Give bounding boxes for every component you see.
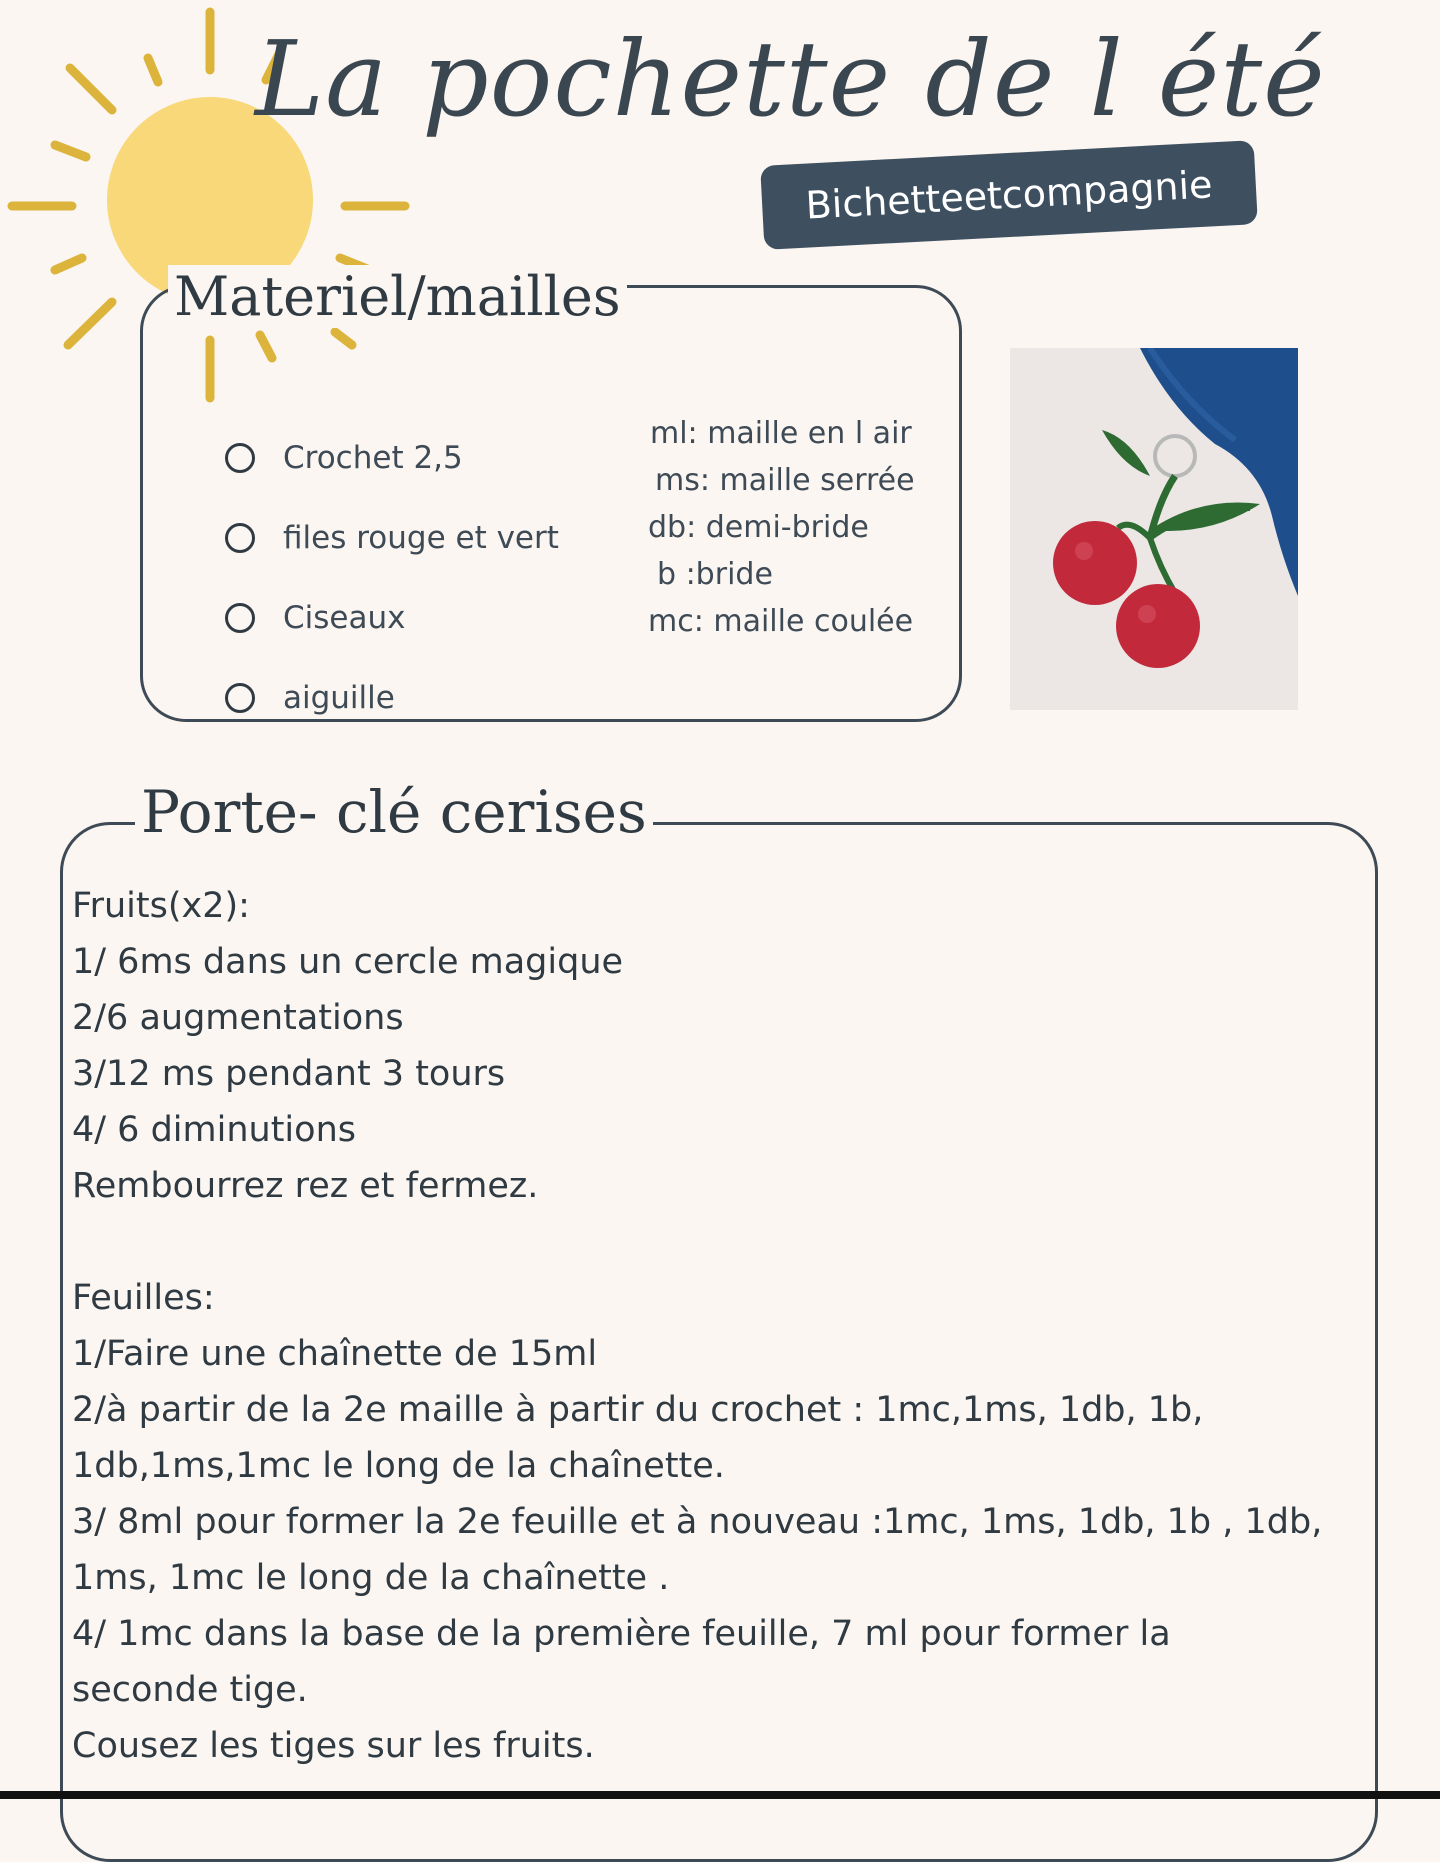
instruction-line: 3/ 8ml pour former la 2e feuille et à nouveau :1mc, 1ms, 1db, 1b , 1db, — [72, 1502, 1323, 1542]
abbreviation: ms: maille serrée — [655, 463, 915, 498]
materials-heading: Materiel/mailles — [168, 265, 627, 328]
material-label: Crochet 2,5 — [283, 440, 463, 476]
list-item — [225, 498, 559, 578]
spacer — [72, 1214, 1352, 1270]
instruction-line: 2/à partir de la 2e maille à partir du crochet : 1mc,1ms, 1db, 1b, — [72, 1390, 1204, 1430]
material-label: aiguille — [283, 680, 395, 716]
abbreviation: ml: maille en l air — [650, 416, 912, 451]
list-item — [225, 578, 559, 658]
abbreviations-list — [640, 410, 940, 645]
instructions-text — [72, 878, 1352, 1774]
abbreviation: mc: maille coulée — [648, 604, 914, 639]
material-label: Ciseaux — [283, 600, 406, 636]
abbreviation: b :bride — [657, 557, 773, 592]
section-heading: Porte- clé cerises — [135, 778, 653, 846]
brand-badge: Bichetteetcompagnie — [760, 140, 1258, 250]
page-title: La pochette de l été — [255, 18, 1326, 140]
bottom-edge-bar — [0, 1791, 1440, 1799]
instruction-line: Cousez les tiges sur les fruits. — [72, 1726, 595, 1766]
circle-bullet-icon — [225, 603, 255, 633]
instruction-line: 4/ 1mc dans la base de la première feuille, 7 ml pour former la — [72, 1614, 1171, 1654]
instruction-line: 1/Faire une chaînette de 15ml — [72, 1334, 598, 1374]
materials-list — [225, 418, 559, 738]
instruction-line: Rembourrez rez et fermez. — [72, 1166, 539, 1206]
instruction-line: 4/ 6 diminutions — [72, 1110, 356, 1150]
instruction-line: 1/ 6ms dans un cercle magique — [72, 942, 624, 982]
circle-bullet-icon — [225, 523, 255, 553]
circle-bullet-icon — [225, 683, 255, 713]
instruction-line: 3/12 ms pendant 3 tours — [72, 1054, 506, 1094]
instruction-line: seconde tige. — [72, 1670, 308, 1710]
material-label: files rouge et vert — [283, 520, 559, 556]
abbreviation: db: demi-bride — [648, 510, 869, 545]
cherry-keychain-photo — [1010, 348, 1298, 710]
cherry-keychain-illustration — [1010, 348, 1298, 710]
list-item — [225, 658, 559, 738]
instruction-line: Fruits(x2): — [72, 886, 250, 926]
instruction-line: 2/6 augmentations — [72, 998, 404, 1038]
instruction-line: 1ms, 1mc le long de la chaînette . — [72, 1558, 670, 1598]
list-item — [225, 418, 559, 498]
instruction-line: 1db,1ms,1mc le long de la chaînette. — [72, 1446, 725, 1486]
circle-bullet-icon — [225, 443, 255, 473]
instruction-line: Feuilles: — [72, 1278, 215, 1318]
